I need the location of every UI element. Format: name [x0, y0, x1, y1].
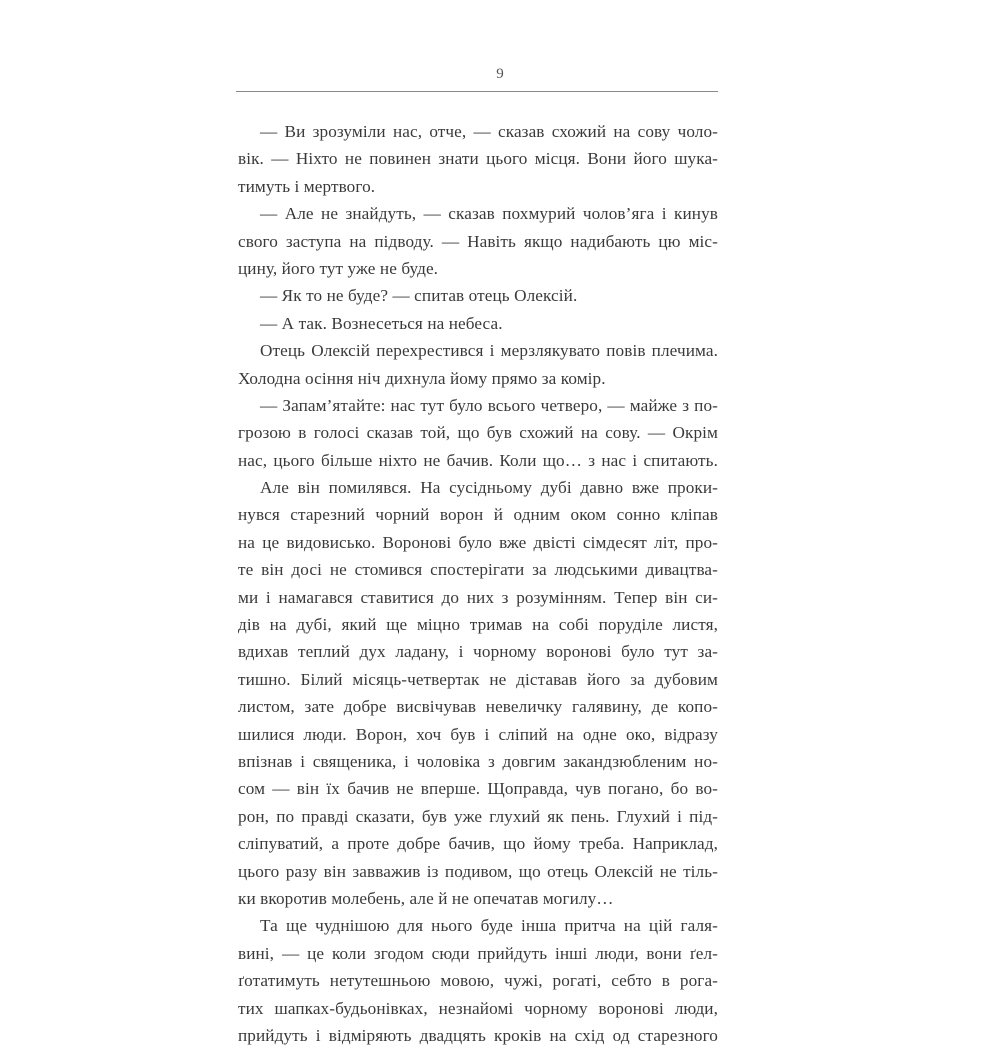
text-line: тих шапках-будьонівках, незнайомі чорному воронові люди, [238, 998, 718, 1018]
text-line: листом, зате добре висвічував невеличку галявину, де копо- [238, 697, 718, 717]
text-line: Але він помилявся. На сусідньому дубі давно вже проки- [260, 478, 718, 498]
text-line: Холодна осіння ніч дихнула йому прямо за комір. [238, 368, 606, 388]
page-number: 9 [496, 66, 504, 82]
text-line: на це видовисько. Воронові було вже двісті сімдесят літ, про- [238, 532, 718, 552]
text-line: свого заступа на підводу. — Навіть якщо надибають цю міс- [238, 231, 718, 251]
text-line: ки вкоротив молебень, але й не опечатав могилу… [238, 888, 614, 908]
text-line: шилися люди. Ворон, хоч був і сліпий на одне око, відразу [238, 724, 718, 744]
text-line: вині, — це коли згодом сюди прийдуть інші люди, вони ґел- [238, 943, 718, 963]
text-line: — Як то не буде? — спитав отець Олексій. [260, 286, 578, 306]
text-line: цього разу він завважив із подивом, що отець Олексій не тіль- [238, 861, 718, 881]
text-line: цину, його тут уже не буде. [238, 258, 439, 278]
text-line: — Запам’ятайте: нас тут було всього четверо, — майже з по- [260, 395, 718, 415]
text-line: — Ви зрозуміли нас, отче, — сказав схожий на сову чоло- [260, 122, 718, 141]
text-line: тимуть і мертвого. [238, 176, 376, 196]
text-line: прийдуть і відміряють двадцять кроків на схід од старезного [238, 1025, 718, 1045]
text-line: — Але не знайдуть, — сказав похмурий чолов’яга і кинув [260, 204, 718, 224]
text-line: Отець Олексій перехрестився і мерзлякувато повів плечима. [260, 341, 718, 361]
text-line: тишно. Білий місяць-четвертак не діставав його за дубовим [238, 669, 718, 689]
text-line: — А так. Вознесеться на небеса. [260, 313, 503, 333]
text-line: вдихав теплий дух ладану, і чорному воронові було тут за- [238, 642, 718, 662]
text-line: вік. — Ніхто не повинен знати цього місця. Вони його шука- [238, 149, 718, 169]
text-line: сліпуватий, а проте добре бачив, що йому треба. Наприклад, [238, 834, 718, 854]
text-line: дів на дубі, який ще міцно тримав на собі поруділе листя, [238, 615, 718, 635]
body-text [238, 118, 718, 1049]
text-line: ґотатимуть нетутешньою мовою, чужі, рогаті, себто в рога- [238, 971, 718, 991]
text-line: ми і намагався ставитися до них з розумінням. Тепер він си- [238, 587, 718, 607]
text-line: Та ще чуднішою для нього буде інша притча на цій галя- [260, 916, 718, 936]
text-line: грозою в голосі сказав той, що був схожий на сову. — Окрім [238, 423, 718, 443]
text-line: впізнав і священика, і чоловіка з довгим закандзюбленим но- [238, 751, 718, 771]
text-line: те він досі не стомився спостерігати за людськими дивацтва- [238, 560, 718, 580]
text-line: рон, по правді сказати, був уже глухий як пень. Глухий і під- [238, 806, 718, 826]
text-line: нас, цього більше ніхто не бачив. Коли що… з нас і спитають. [238, 450, 718, 470]
header-rule [236, 91, 718, 92]
text-line: сом — він їх бачив не вперше. Щоправда, чув погано, бо во- [238, 779, 718, 799]
text-line: нувся старезний чорний ворон й одним оком сонно кліпав [238, 505, 718, 525]
